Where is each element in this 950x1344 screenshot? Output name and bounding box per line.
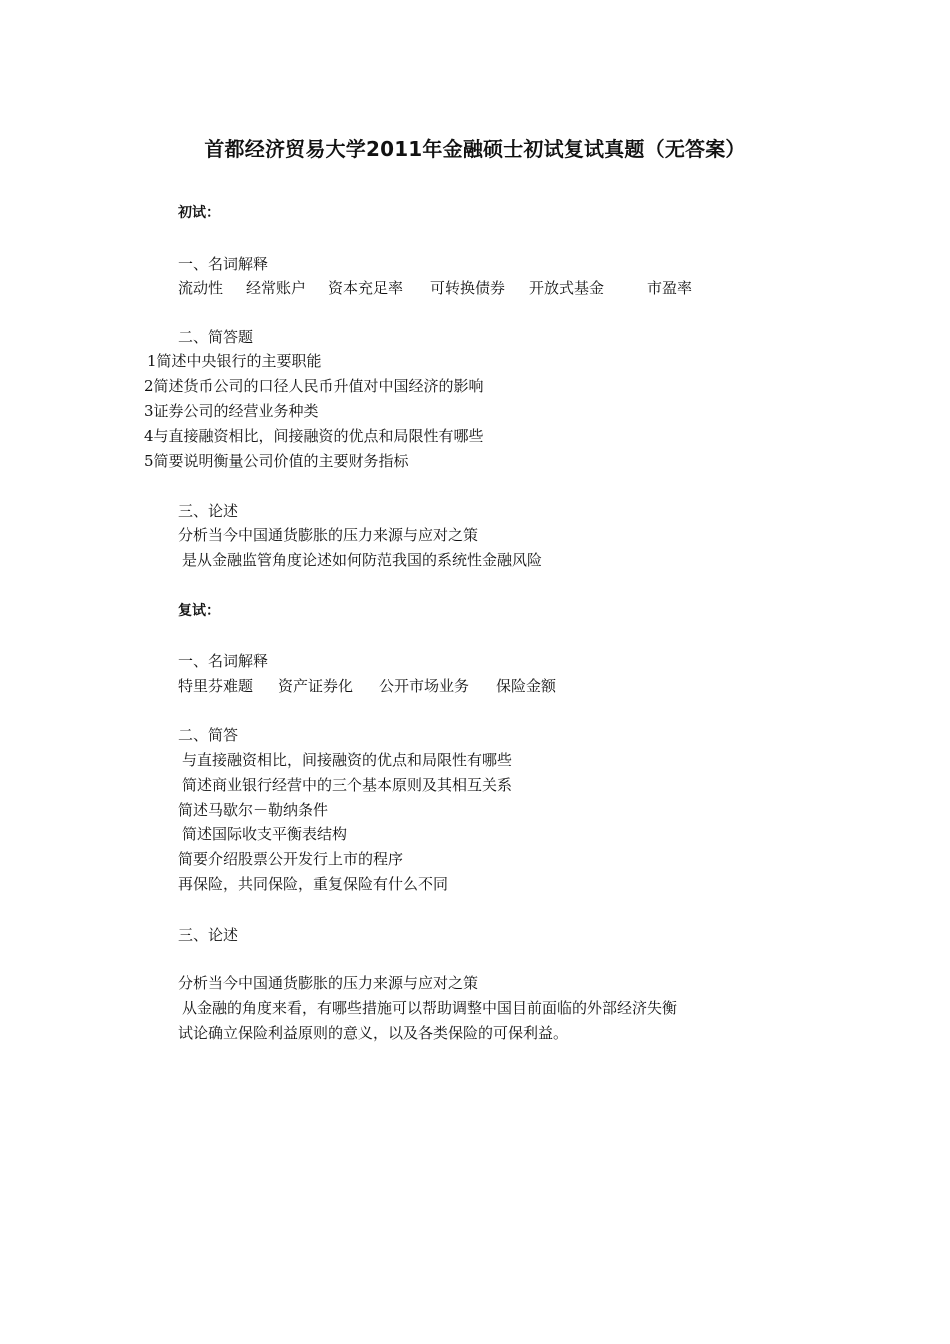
retest-short-item: 再保险，共同保险，重复保险有什么不同 <box>178 875 449 893</box>
retest-terms-heading: 一、名词解释 <box>178 652 269 670</box>
preliminary-short-item: 2简述货币公司的口径人民币升值对中国经济的影响 <box>144 377 484 395</box>
term-item: 经常账户 <box>246 279 307 297</box>
term-item: 可转换债券 <box>430 279 506 297</box>
preliminary-heading: 初试： <box>178 205 220 221</box>
term-item: 保险金额 <box>496 677 557 695</box>
preliminary-short-item: 4与直接融资相比，间接融资的优点和局限性有哪些 <box>144 427 484 445</box>
retest-essay-item: 从金融的角度来看，有哪些措施可以帮助调整中国目前面临的外部经济失衡 <box>182 999 678 1017</box>
retest-essay-item: 分析当今中国通货膨胀的压力来源与应对之策 <box>178 974 479 992</box>
preliminary-terms-heading: 一、名词解释 <box>178 255 269 273</box>
retest-essay-item: 试论确立保险利益原则的意义，以及各类保险的可保利益。 <box>178 1024 569 1042</box>
preliminary-essay-item: 分析当今中国通货膨胀的压力来源与应对之策 <box>178 526 479 544</box>
term-item: 资产证券化 <box>278 677 354 695</box>
preliminary-short-item: 3证券公司的经营业务种类 <box>144 402 319 420</box>
retest-short-item: 简述国际收支平衡表结构 <box>182 825 348 843</box>
term-item: 流动性 <box>178 279 224 297</box>
term-item: 开放式基金 <box>529 279 605 297</box>
retest-heading: 复试： <box>178 603 220 619</box>
preliminary-short-heading: 二、简答题 <box>178 328 254 346</box>
term-item: 市盈率 <box>647 279 693 297</box>
term-item: 资本充足率 <box>328 279 404 297</box>
retest-short-item: 与直接融资相比，间接融资的优点和局限性有哪些 <box>182 751 513 769</box>
retest-short-item: 简述马歇尔－勒纳条件 <box>178 801 329 819</box>
preliminary-short-item: 5简要说明衡量公司价值的主要财务指标 <box>144 452 409 470</box>
preliminary-essay-heading: 三、论述 <box>178 502 239 520</box>
preliminary-short-item: 1简述中央银行的主要职能 <box>147 352 322 370</box>
document-title: 首都经济贸易大学2011年金融硕士初试复试真题（无答案） <box>204 137 746 161</box>
term-item: 特里芬难题 <box>178 677 254 695</box>
retest-short-heading: 二、简答 <box>178 726 239 744</box>
preliminary-essay-item: 是从金融监管角度论述如何防范我国的系统性金融风险 <box>182 551 543 569</box>
retest-short-item: 简要介绍股票公开发行上市的程序 <box>178 850 404 868</box>
retest-short-item: 简述商业银行经营中的三个基本原则及其相互关系 <box>182 776 513 794</box>
term-item: 公开市场业务 <box>379 677 470 695</box>
retest-essay-heading: 三、论述 <box>178 926 239 944</box>
